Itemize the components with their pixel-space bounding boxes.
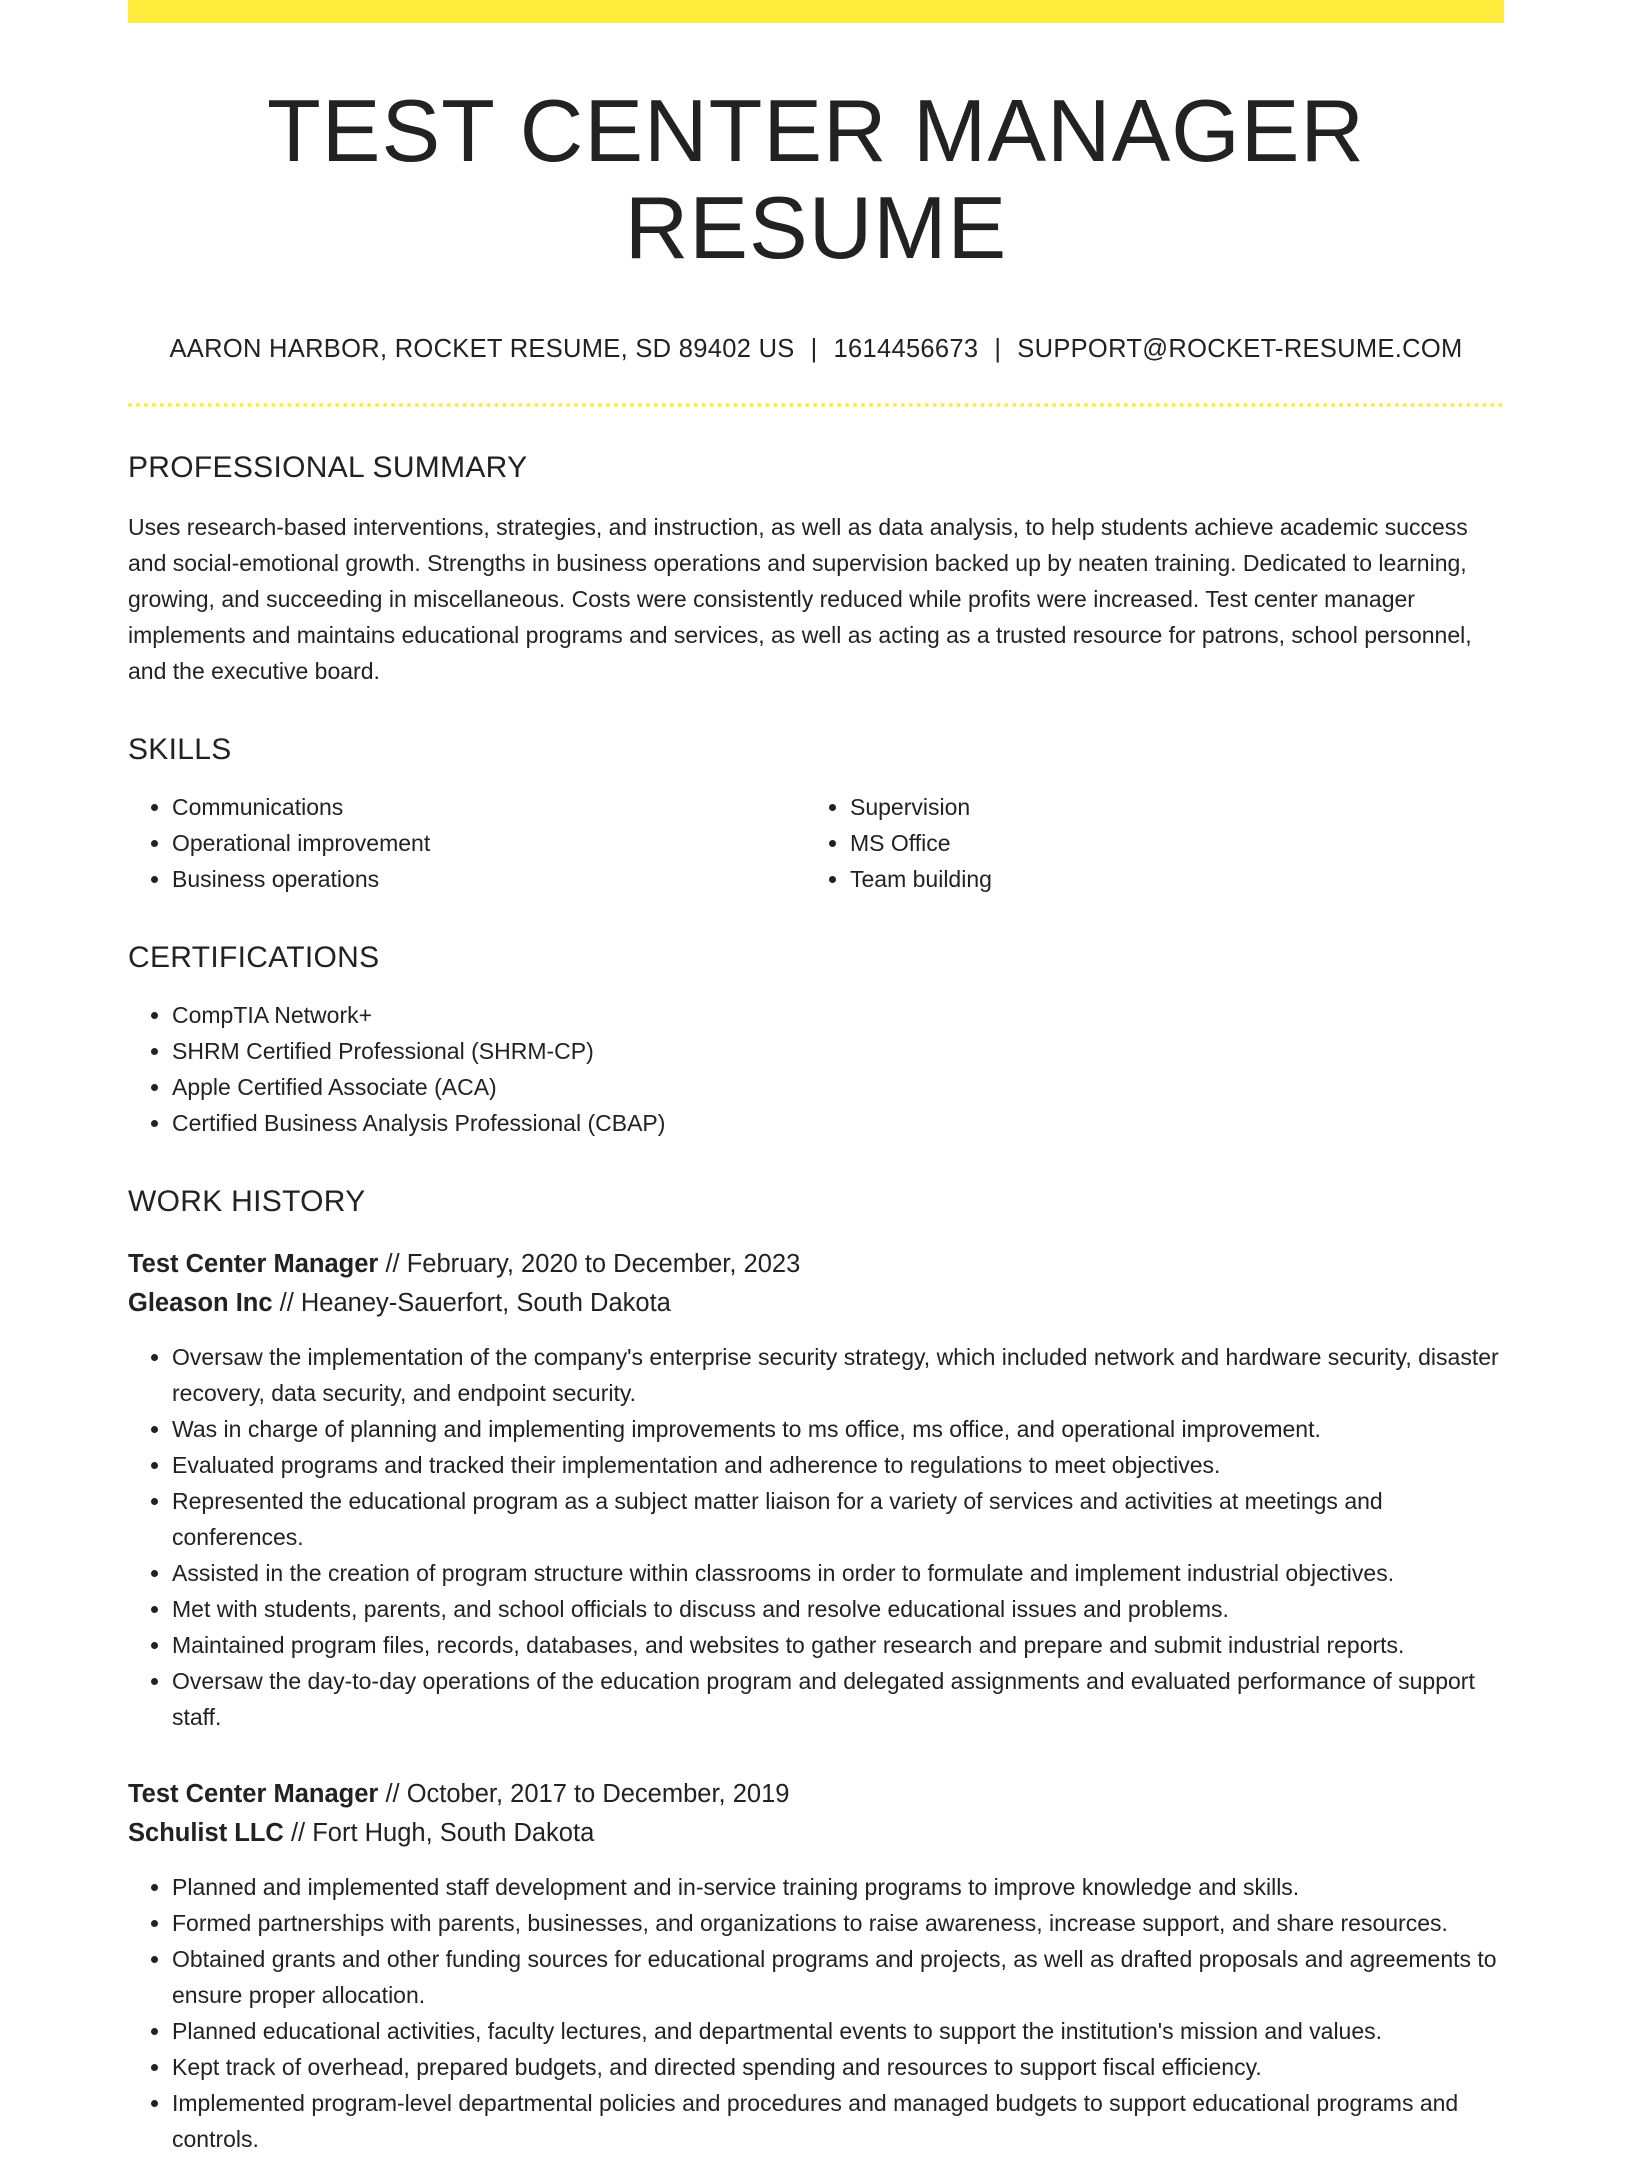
job-bullet: • Planned educational activities, faculty lectures, and departmental events to support the institution's mission and values. [172,2013,1504,2049]
section-heading-certifications: CERTIFICATIONS [128,940,380,974]
job-dates: // February, 2020 to December, 2023 [385,1249,801,1278]
job-bullet: • Maintained program files, records, databases, and websites to gather research and prepare and submit industrial reports. [172,1627,1504,1663]
job-bullet: • Oversaw the day-to-day operations of the education program and delegated assignments and evaluated performance of support staff. [172,1663,1504,1735]
job-company-line [128,1814,1504,1853]
certification-item: • SHRM Certified Professional (SHRM-CP) [172,1033,1504,1069]
skill-item: • Operational improvement [172,825,806,861]
resume-page [128,0,1504,2157]
skills-list-right [806,789,1484,897]
job-bullet: • Was in charge of planning and implementing improvements to ms office, ms office, and operational improvement. [172,1411,1504,1447]
section-heading-work-history: WORK HISTORY [128,1184,366,1218]
skills-section [128,733,1504,897]
job-bullet: • Represented the educational program as a subject matter liaison for a variety of services and activities at meetings and conferences. [172,1483,1504,1555]
job-company-line [128,1284,1504,1323]
job-company: Schulist LLC [128,1818,284,1847]
job-bullet: • Obtained grants and other funding sources for educational programs and projects, as well as drafted proposals and agreements to ensure proper allocation. [172,1941,1504,2013]
skill-item: • Supervision [850,789,1484,825]
contact-separator: | [810,334,818,363]
contact-address: AARON HARBOR, ROCKET RESUME, SD 89402 US [169,334,795,363]
skills-list-left [128,789,806,897]
job-entry [128,1245,1504,1735]
dotted-divider [128,403,1504,407]
skill-item: • Communications [172,789,806,825]
job-location: // Heaney-Sauerfort, South Dakota [279,1288,671,1317]
job-location: // Fort Hugh, South Dakota [290,1818,595,1847]
job-bullet: • Assisted in the creation of program structure within classrooms in order to formulate and implement industrial objectives. [172,1555,1504,1591]
job-entry [128,1775,1504,2157]
job-company: Gleason Inc [128,1288,273,1317]
job-dates: // October, 2017 to December, 2019 [385,1779,790,1808]
job-bullet: • Met with students, parents, and school officials to discuss and resolve educational issues and problems. [172,1591,1504,1627]
certifications-list [128,997,1504,1141]
job-bullets [128,1339,1504,1735]
skills-columns [128,789,1504,897]
job-bullet: • Evaluated programs and tracked their implementation and adherence to regulations to meet objectives. [172,1447,1504,1483]
job-bullets [128,1869,1504,2157]
job-bullet: • Kept track of overhead, prepared budgets, and directed spending and resources to support fiscal efficiency. [172,2049,1504,2085]
job-title: Test Center Manager [128,1779,379,1808]
skill-item: • Team building [850,861,1484,897]
certification-item: • Apple Certified Associate (ACA) [172,1069,1504,1105]
job-title-line [128,1775,1504,1814]
contact-line [128,335,1504,364]
job-title: Test Center Manager [128,1249,379,1278]
summary-text: Uses research-based interventions, strategies, and instruction, as well as data analysis, to help students achieve academic success and social-emotional growth. Strengths in business operations and supervision backed up by neaten training. Dedicated to learning, growing, and succeeding in miscellaneous. Costs were consistently reduced while profits were increased. Test center manager implements and maintains educational programs and services, as well as acting as a trusted resource for patrons, school personnel, and the executive board. [128,513,1472,684]
resume-title: TEST CENTER MANAGER RESUME [267,81,1365,277]
contact-email: SUPPORT@ROCKET-RESUME.COM [1017,334,1463,363]
skill-item: • MS Office [850,825,1484,861]
contact-separator: | [994,334,1002,363]
job-bullet: • Planned and implemented staff development and in-service training programs to improve knowledge and skills. [172,1869,1504,1905]
job-bullet: • Formed partnerships with parents, businesses, and organizations to raise awareness, increase support, and share resources. [172,1905,1504,1941]
certifications-section [128,941,1504,1141]
summary-section [128,451,1504,689]
contact-phone: 1614456673 [833,334,979,363]
work-history-section [128,1185,1504,2157]
certification-item: • Certified Business Analysis Professional (CBAP) [172,1105,1504,1141]
job-bullet: • Oversaw the implementation of the company's enterprise security strategy, which included network and hardware security, disaster recovery, data security, and endpoint security. [172,1339,1504,1411]
skill-item: • Business operations [172,861,806,897]
section-heading-skills: SKILLS [128,732,232,766]
certification-item: • CompTIA Network+ [172,997,1504,1033]
job-title-line [128,1245,1504,1284]
section-heading-summary: PROFESSIONAL SUMMARY [128,450,528,484]
job-bullet: • Implemented program-level departmental policies and procedures and managed budgets to support educational programs and controls. [172,2085,1504,2157]
top-accent-bar [128,0,1504,23]
